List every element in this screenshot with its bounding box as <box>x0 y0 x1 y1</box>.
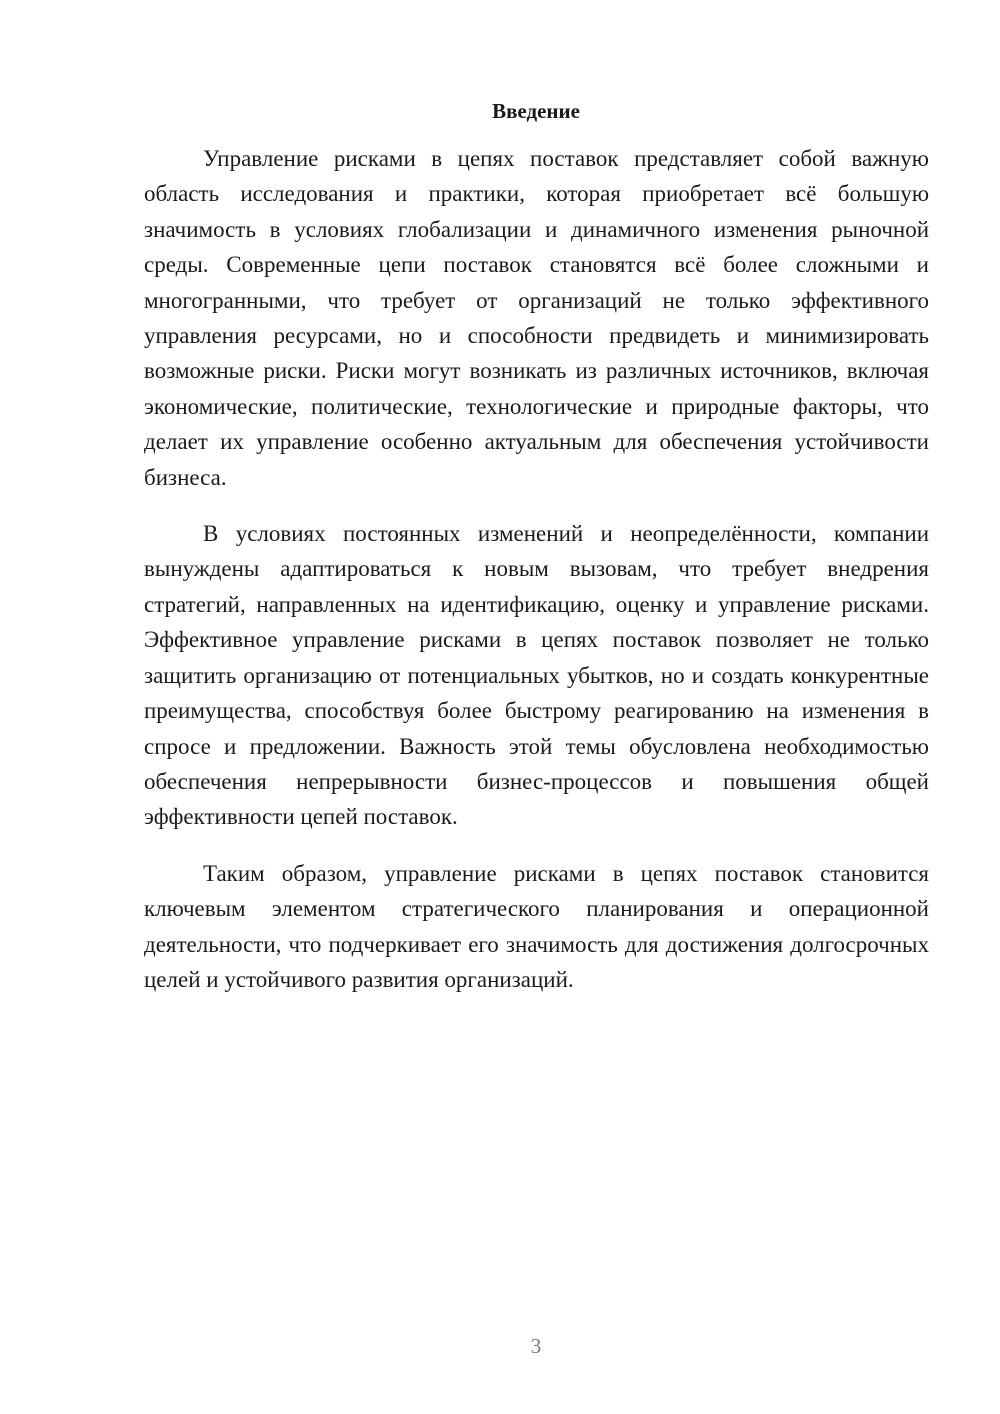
paragraph-1: Управление рисками в цепях поставок представляет собой важную область исследования и практики, которая приобретает всё большую значимость в условиях глобализации и динамичного изменения рыночной среды. Современные цепи поставок становятся всё более сложными и многогранными, что требует от организаций не только эффективного управления ресурсами, но и способности предвидеть и минимизировать возможные риски. Риски могут возникать из различных источников, включая экономические, политические, технологические и природные факторы, что делает их управление особенно актуальным для обеспечения устойчивости бизнеса. <box>144 146 929 490</box>
page-number: 3 <box>530 1334 542 1358</box>
paragraph-3: Таким образом, управление рисками в цепях поставок становится ключевым элементом стратегического планирования и операционной деятельности, что подчеркивает его значимость для достижения долгосрочных целей и устойчивого развития организаций. <box>144 860 929 992</box>
section-heading: Введение <box>492 99 580 123</box>
body-text <box>144 141 929 1018</box>
paragraph-2: В условиях постоянных изменений и неопределённости, компании вынуждены адаптироваться к новым вызовам, что требует внедрения стратегий, направленных на идентификацию, оценку и управление рисками. Эффективное управление рисками в цепях поставок позволяет не только защитить организацию от потенциальных убытков, но и создать конкурентные преимущества, способствуя более быстрому реагированию на изменения в спросе и предложении. Важность этой темы обусловлена необходимостью обеспечения непрерывности бизнес-процессов и повышения общей эффективности цепей поставок. <box>144 521 929 830</box>
